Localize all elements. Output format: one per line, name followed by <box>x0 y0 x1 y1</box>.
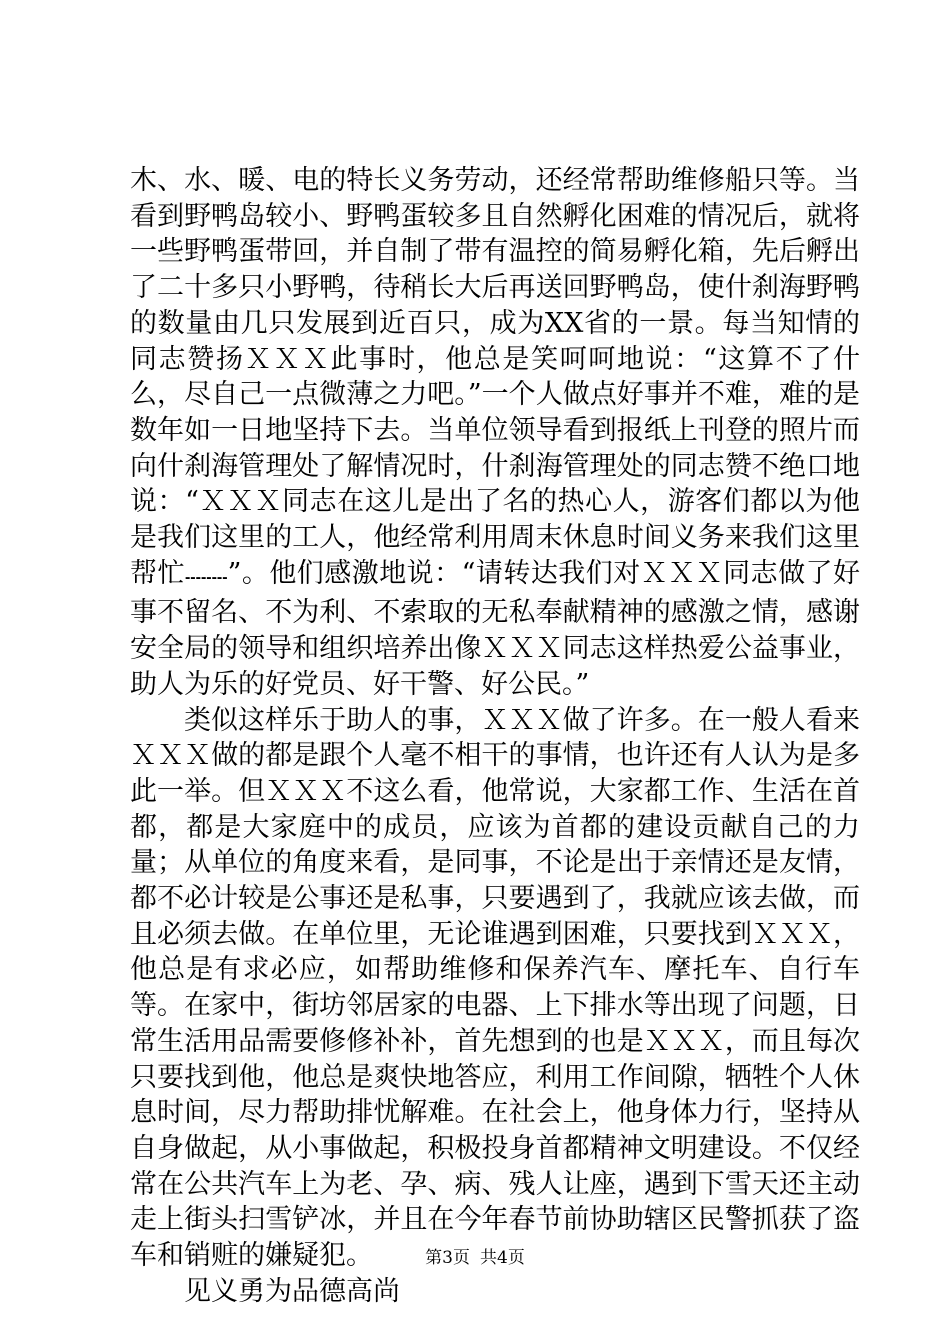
paragraph-2: 类似这样乐于助人的事，ＸＸＸ做了许多。在一般人看来ＸＸＸ做的都是跟个人毫不相干的事情，也许还有人认为是多此一举。但ＸＸＸ不这么看，他常说，大家都工作、生活在首都，都是大家庭中的成员，应该为首都的建设贡献自己的力量；从单位的角度来看，是同事，不论是出于亲情还是友情，都不必计较是公事还是私事，只要遇到了，我就应该去做，而且必须去做。在单位里，无论谁遇到困难，只要找到ＸＸＸ，他总是有求必应，如帮助维修和保养汽车、摩托车、自行车等。在家中，街坊邻居家的电器、上下排水等出现了问题，日常生活用品需要修修补补，首先想到的也是ＸＸＸ，而且每次只要找到他，他总是爽快地答应，利用工作间隙，牺牲个人休息时间，尽力帮助排忧解难。在社会上，他身体力行，坚持从自身做起，从小事做起，积极投身首都精神文明建设。不仅经常在公共汽车上为老、孕、病、残人让座，遇到下雪天还主动走上街头扫雪铲冰，并且在今年春节前协助辖区民警抓获了盗车和销赃的嫌疑犯。 <box>130 704 860 1272</box>
document-body <box>130 163 860 1310</box>
paragraph-1-dashes: -------- <box>184 568 228 586</box>
paragraph-1 <box>130 163 860 703</box>
paragraph-1-text-a: 木、水、暖、电的特长义务劳动，还经常帮助维修船只等。当看到野鸭岛较小、野鸭蛋较多且自然孵化困难的情况后，就将一些野鸭蛋带回，并自制了带有温控的简易孵化箱，先后孵出了二十多只小野鸭，待稍长大后再送回野鸭岛，使什刹海野鸭的数量由几只发展到近百只，成为XX省的一景。每当知情的同志赞扬ＸＸＸ此事时，他总是笑呵呵地说：“这算不了什么，尽自己一点微薄之力吧。”一个人做点好事并不难，难的是数年如一日地坚持下去。当单位领导看到报纸上刊登的照片而向什刹海管理处了解情况时，什刹海管理处的同志赞不绝口地说：“ＸＸＸ同志在这儿是出了名的热心人，游客们都以为他是我们这里的工人，他经常利用周末休息时间义务来我们这里帮忙 <box>130 165 860 589</box>
page-total: 共4页 <box>480 1248 525 1268</box>
page-number: 第3页 <box>425 1248 470 1268</box>
section-heading: 见义勇为品德高尚 <box>184 1275 400 1307</box>
page-footer <box>0 1243 950 1268</box>
paragraph-1-text-b: ”。他们感激地说：“请转达我们对ＸＸＸ同志做了好事不留名、不为利、不索取的无私奉献精神的感激之情，感谢安全局的领导和组织培养出像ＸＸＸ同志这样热爱公益事业，助人为乐的好党员、好干警、好公民。” <box>130 557 861 700</box>
